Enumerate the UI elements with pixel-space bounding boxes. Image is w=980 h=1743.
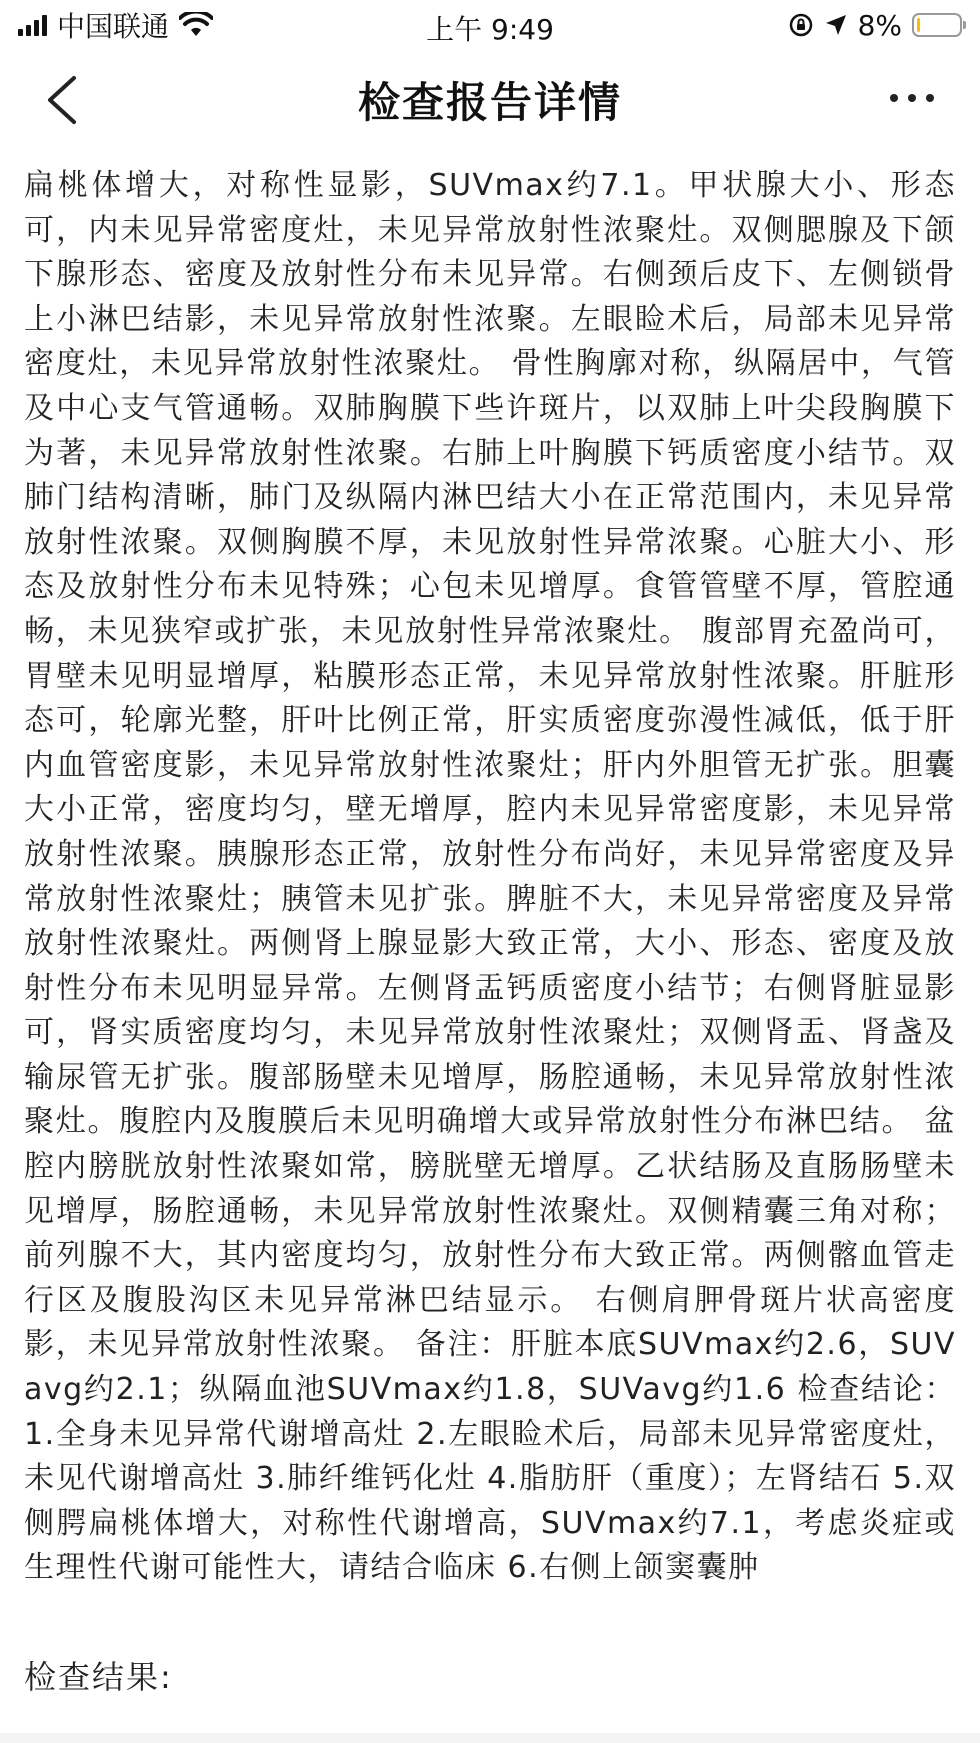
more-dots-icon — [884, 78, 940, 118]
page-title: 检查报告详情 — [357, 78, 622, 127]
orientation-lock-icon — [788, 12, 814, 38]
signal-icon — [18, 14, 47, 36]
wifi-icon — [179, 12, 213, 38]
chevron-left-icon — [40, 72, 90, 128]
report-text: 扁桃体增大，对称性显影，SUVmax约7.1。甲状腺大小、形态可，内未见异常密度灶，未见异常放射性浓聚灶。双侧腮腺及下颌下腺形态、密度及放射性分布未见异常。右侧颈后皮下、左侧锁骨上小淋巴结影，未见异常放射性浓聚。左眼睑术后，局部未见异常密度灶，未见异常放射性浓聚灶。 骨性胸廓对称，纵隔居中，气管及中心支气管通畅。双肺胸膜下些许斑片，以双肺上叶尖段胸膜下为著，未见异常放射性浓聚。右肺上叶胸膜下钙质密度小结节。双肺门结构清晰，肺门及纵隔内淋巴结大小在正常范围内，未见异常放射性浓聚。双侧胸膜不厚，未见放射性异常浓聚。心脏大小、形态及放射性分布未见特殊；心包未见增厚。食管管壁不厚，管腔通畅，未见狭窄或扩张，未见放射性异常浓聚灶。 腹部胃充盈尚可，胃壁未见明显增厚，粘膜形态正常，未见异常放射性浓聚。肝脏形态可，轮廓光整，肝叶比例正常，肝实质密度弥漫性减低，低于肝内血管密度影，未见异常放射性浓聚灶；肝内外胆管无扩张。胆囊大小正常，密度均匀，壁无增厚，腔内未见异常密度影，未见异常放射性浓聚。胰腺形态正常，放射性分布尚好，未见异常密度及异常放射性浓聚灶；胰管未见扩张。脾脏不大，未见异常密度及异常放射性浓聚灶。两侧肾上腺显影大致正常，大小、形态、密度及放射性分布未见明显异常。左侧肾盂钙质密度小结节；右侧肾脏显影可，肾实质密度均匀，未见异常放射性浓聚灶；双侧肾盂、肾盏及输尿管无扩张。腹部肠壁未见增厚，肠腔通畅，未见异常放射性浓聚灶。腹腔内及腹膜后未见明确增大或异常放射性分布淋巴结。 盆腔内膀胱放射性浓聚如常，膀胱壁无增厚。乙状结肠及直肠肠壁未见增厚，肠腔通畅，未见异常放射性浓聚灶。双侧精囊三角对称；前列腺不大，其内密度均匀，放射性分布大致正常。两侧髂血管走行区及腹股沟区未见异常淋巴结显示。 右侧肩胛骨斑片状高密度影，未见异常放射性浓聚。 备注：肝脏本底SUVmax约2.6，SUVavg约2.1；纵隔血池SUVmax约1.8，SUVavg约1.6 检查结论： 1.全身未见异常代谢增高灶 2.左眼睑术后，局部未见异常密度灶，未见代谢增高灶 3.肺纤维钙化灶 4.脂肪肝（重度）；左肾结石 5.双侧腭扁桃体增大，对称性代谢增高，SUVmax约7.1，考虑炎症或生理性代谢可能性大，请结合临床 6.右侧上颌窦囊肿 — [24, 168, 956, 1586]
battery-percent: 8% — [857, 8, 902, 42]
clock: 上午 9:49 — [426, 13, 554, 46]
back-button[interactable] — [40, 72, 90, 128]
result-section-title: 检查结果: — [24, 1658, 173, 1696]
location-arrow-icon — [824, 13, 848, 37]
nav-bar — [0, 50, 980, 150]
status-left — [18, 5, 213, 45]
bottom-divider — [0, 1733, 980, 1743]
more-button[interactable] — [884, 78, 940, 118]
status-right — [788, 9, 962, 42]
battery-icon — [912, 13, 962, 37]
status-bar — [0, 0, 980, 50]
carrier-label: 中国联通 — [57, 10, 170, 43]
